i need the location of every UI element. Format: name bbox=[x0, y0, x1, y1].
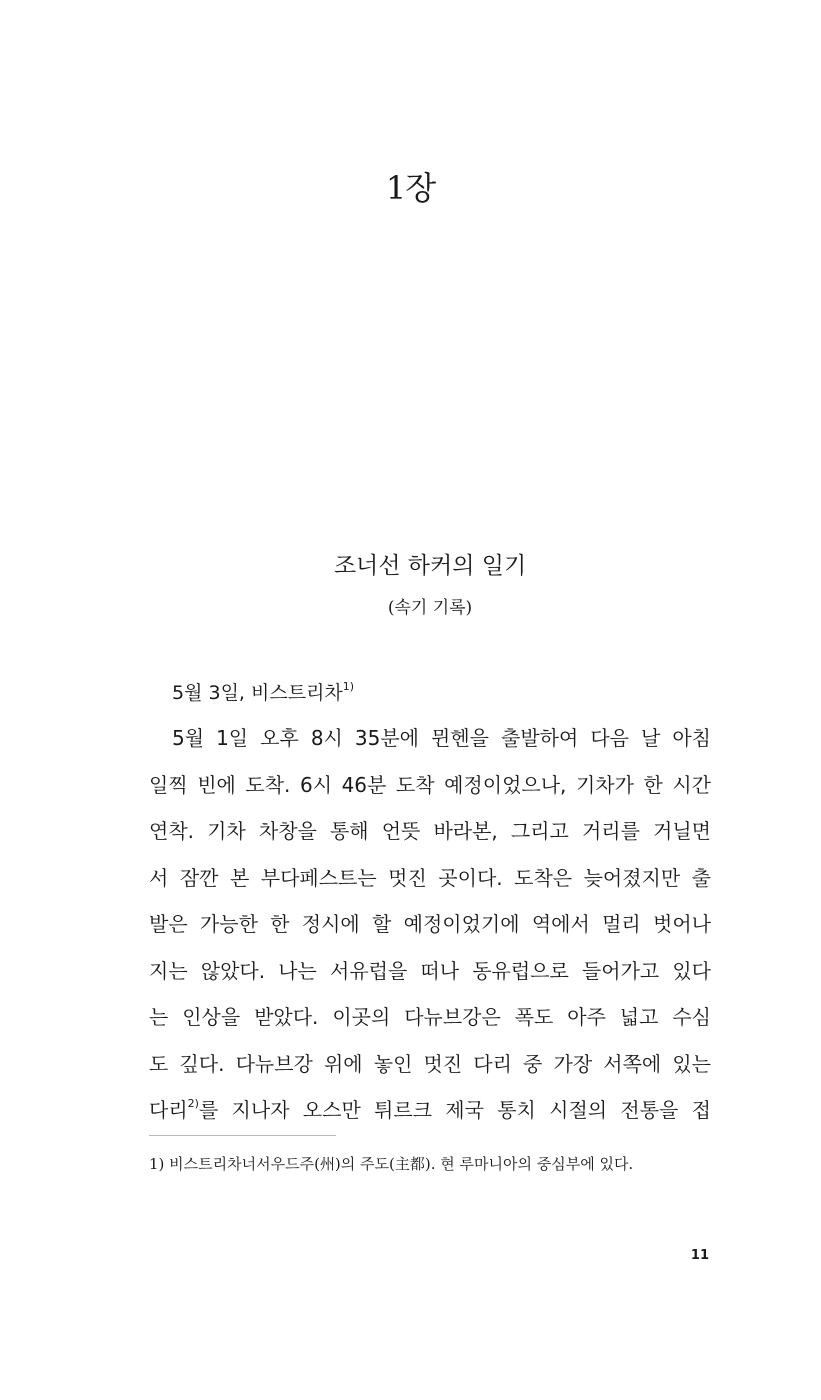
page-number: 11 bbox=[690, 1248, 709, 1263]
body-text bbox=[149, 715, 711, 1134]
footnote-reference-2: 2) bbox=[187, 1097, 199, 1111]
body-line: 발은 가능한 한 정시에 할 예정이었기에 역에서 멀리 벗어나 bbox=[149, 912, 711, 936]
body-line-last-end: 를 지나자 오스만 튀르크 제국 통치 시절의 전통을 접 bbox=[198, 1098, 711, 1122]
body-line: 연착. 기차 차창을 통해 언뜻 바라본, 그리고 거리를 거닐면 bbox=[149, 819, 711, 843]
body-line: 서 잠깐 본 부다페스트는 멋진 곳이다. 도착은 늦어졌지만 출 bbox=[149, 865, 711, 890]
body-line: 5월 1일 오후 8시 35분에 뮌헨을 출발하여 다음 날 아침 bbox=[172, 726, 711, 750]
body-line-last bbox=[149, 1087, 711, 1134]
footnote-divider bbox=[149, 1135, 336, 1136]
footnote-reference-1: 1) bbox=[342, 679, 355, 693]
body-line-last-start: 다리 bbox=[149, 1098, 188, 1122]
body-line: 도 깊다. 다뉴브강 위에 놓인 멋진 다리 중 가장 서쪽에 있는 bbox=[149, 1051, 711, 1076]
diary-entry-heading bbox=[172, 677, 354, 709]
body-line: 일찍 빈에 도착. 6시 46분 도착 예정이었으나, 기차가 한 시간 bbox=[149, 772, 711, 797]
chapter-title: 1장 bbox=[385, 169, 436, 207]
body-line: 지는 않았다. 나는 서유럽을 떠나 동유럽으로 들어가고 있다 bbox=[149, 958, 711, 983]
footnote: 1) 비스트리차너서우드주(州)의 주도(主都). 현 루마니아의 중심부에 있다. bbox=[149, 1155, 634, 1173]
section-title: 조너선 하커의 일기 bbox=[333, 553, 527, 579]
entry-heading-text: 5월 3일, 비스트리차 bbox=[172, 682, 343, 704]
body-line: 는 인상을 받았다. 이곳의 다뉴브강은 폭도 아주 넓고 수심 bbox=[149, 1005, 711, 1029]
section-subtitle: (속기 기록) bbox=[387, 598, 473, 618]
